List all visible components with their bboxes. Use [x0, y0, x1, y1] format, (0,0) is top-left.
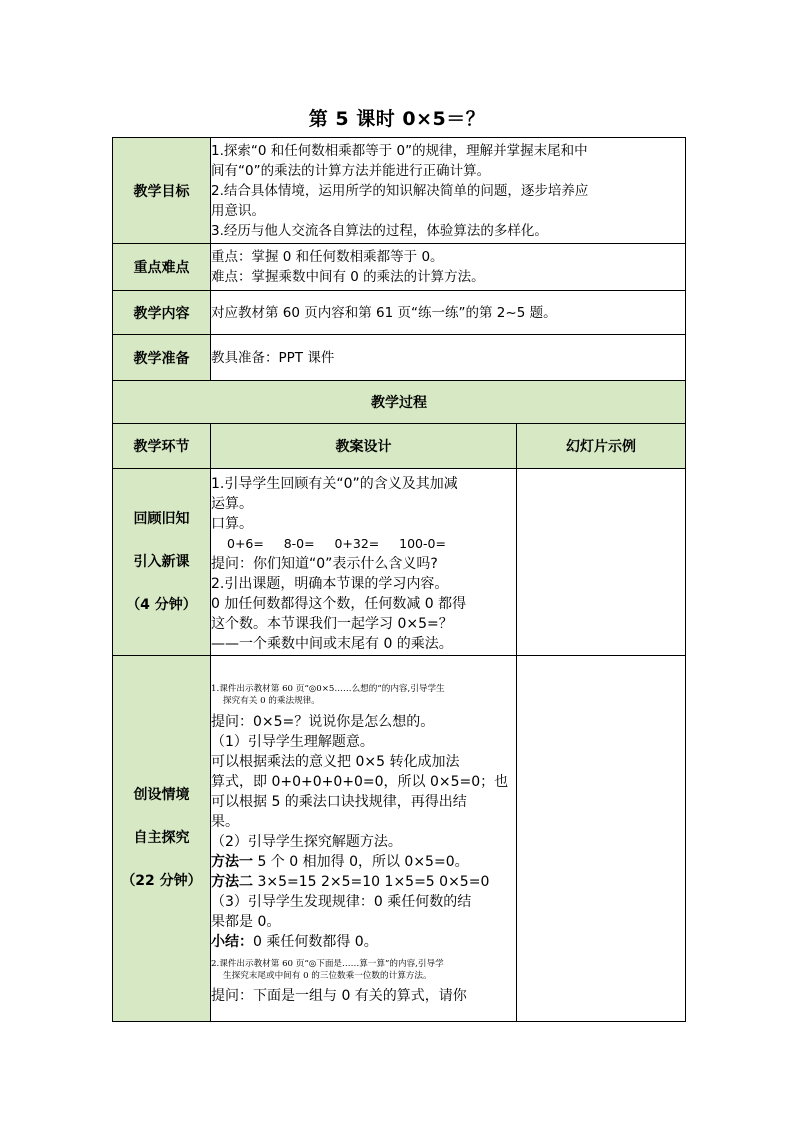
courseware-note: 1.课件出示教材第 60 页“◎0×5……么想的”的内容,引导学生 [211, 684, 445, 694]
section1-label-line2: 引入新课 [133, 553, 190, 570]
content-label: 教学内容 [113, 291, 211, 335]
column-header-slides: 幻灯片示例 [517, 424, 686, 469]
design-line: 口算。 [211, 515, 253, 532]
method-two-line [211, 872, 516, 892]
design-line: 果。 [211, 814, 239, 830]
section2-design [211, 656, 517, 1022]
section2-row [113, 656, 686, 1022]
oral-calc-line: 0+6= 8-0= 0+32= 100-0= [227, 535, 446, 551]
page-title: 第 5 课时 0×5＝？ [308, 108, 486, 130]
objective-line: 3.经历与他人交流各自算法的过程，体验算法的多样化。 [211, 222, 548, 239]
design-line: 0 加任何数都得这个数，任何数减 0 都得 [211, 595, 467, 612]
section1-slides [517, 469, 686, 656]
prep-row [113, 335, 686, 381]
section2-label [113, 656, 211, 1022]
section2-slides [517, 656, 686, 1022]
key-point-line: 重点：掌握 0 和任何数相乘都等于 0。 [211, 249, 444, 265]
objectives-label: 教学目标 [113, 138, 211, 244]
column-header-stage: 教学环节 [113, 424, 211, 469]
design-line: 这个数。本节课我们一起学习 0×5=？ [211, 615, 453, 632]
design-line: 提问：你们知道“0”表示什么含义吗? [211, 555, 438, 572]
method-one-line [211, 852, 516, 872]
design-line: 提问：0×5=？说说你是怎么想的。 [211, 714, 435, 730]
objective-line: 用意识。 [211, 202, 265, 219]
design-line: ——一个乘数中间或末尾有 0 的乘法。 [211, 635, 453, 652]
method-two-label: 方法二 [211, 874, 253, 890]
key-point-line: 难点：掌握乘数中间有 0 的乘法的计算方法。 [211, 269, 485, 285]
column-header-design: 教案设计 [211, 424, 517, 469]
objectives-text [211, 138, 686, 244]
courseware-note: 生探究末尾或中间有 0 的三位数乘一位数的计算方法。 [223, 971, 432, 981]
objective-line: 2.结合具体情境，运用所学的知识解决简单的问题，逐步培养应 [211, 182, 589, 199]
design-line: 果都是 0。 [211, 914, 281, 930]
summary-label: 小结： [211, 934, 253, 950]
design-line: 可以根据乘法的意义把 0×5 转化成加法 [211, 754, 460, 770]
section2-label-line2: 自主探究 [133, 830, 190, 846]
section1-label [113, 469, 211, 656]
process-header: 教学过程 [113, 381, 686, 424]
prep-text: 教具准备：PPT 课件 [211, 335, 686, 381]
key-points-text [211, 244, 686, 291]
courseware-note: 探究有关 0 的乘法规律。 [223, 696, 320, 706]
design-line: 2.引出课题，明确本节课的学习内容。 [211, 575, 449, 592]
column-header-row [113, 424, 686, 469]
objective-line: 1.探索“0 和任何数相乘都等于 0”的规律，理解并掌握末尾和中 [211, 142, 588, 159]
key-points-row [113, 244, 686, 291]
process-header-row [113, 381, 686, 424]
method-one-text: 5 个 0 相加得 0，所以 0×5=0。 [253, 854, 469, 870]
design-line: （2）引导学生探究解题方法。 [211, 834, 402, 850]
objectives-row [113, 138, 686, 244]
design-line: （1）引导学生理解题意。 [211, 734, 374, 750]
section2-label-line1: 创设情境 [133, 787, 190, 803]
section2-time: （22 分钟） [121, 873, 202, 889]
method-one-label: 方法一 [211, 854, 253, 870]
courseware-note: 2.课件出示教材第 60 页“◎下面是……算一算”的内容,引导学 [211, 959, 444, 969]
design-line: 算式，即 0+0+0+0+0=0，所以 0×5=0；也 [211, 774, 509, 790]
method-two-text: 3×5=15 2×5=10 1×5=5 0×5=0 [253, 874, 490, 890]
section1-label-line1: 回顾旧知 [133, 510, 190, 527]
lesson-plan-table [112, 137, 686, 1022]
section1-design [211, 469, 517, 656]
design-line: 可以根据 5 的乘法口诀找规律，再得出结 [211, 794, 467, 810]
content-row [113, 291, 686, 335]
design-line: （3）引导学生发现规律：0 乘任何数的结 [211, 894, 472, 910]
design-line: 提问：下面是一组与 0 有关的算式，请你 [211, 988, 467, 1004]
design-line: 运算。 [211, 495, 253, 512]
section1-time: （4 分钟） [126, 596, 197, 613]
objective-line: 间有“0”的乘法的计算方法并能进行正确计算。 [211, 162, 491, 179]
summary-line [211, 932, 516, 952]
summary-text: 0 乘任何数都得 0。 [253, 934, 378, 950]
prep-label: 教学准备 [113, 335, 211, 381]
content-text: 对应教材第 60 页内容和第 61 页“练一练”的第 2~5 题。 [211, 291, 686, 335]
section1-row [113, 469, 686, 656]
design-line: 1.引导学生回顾有关“0”的含义及其加减 [211, 475, 458, 492]
key-points-label: 重点难点 [113, 244, 211, 291]
